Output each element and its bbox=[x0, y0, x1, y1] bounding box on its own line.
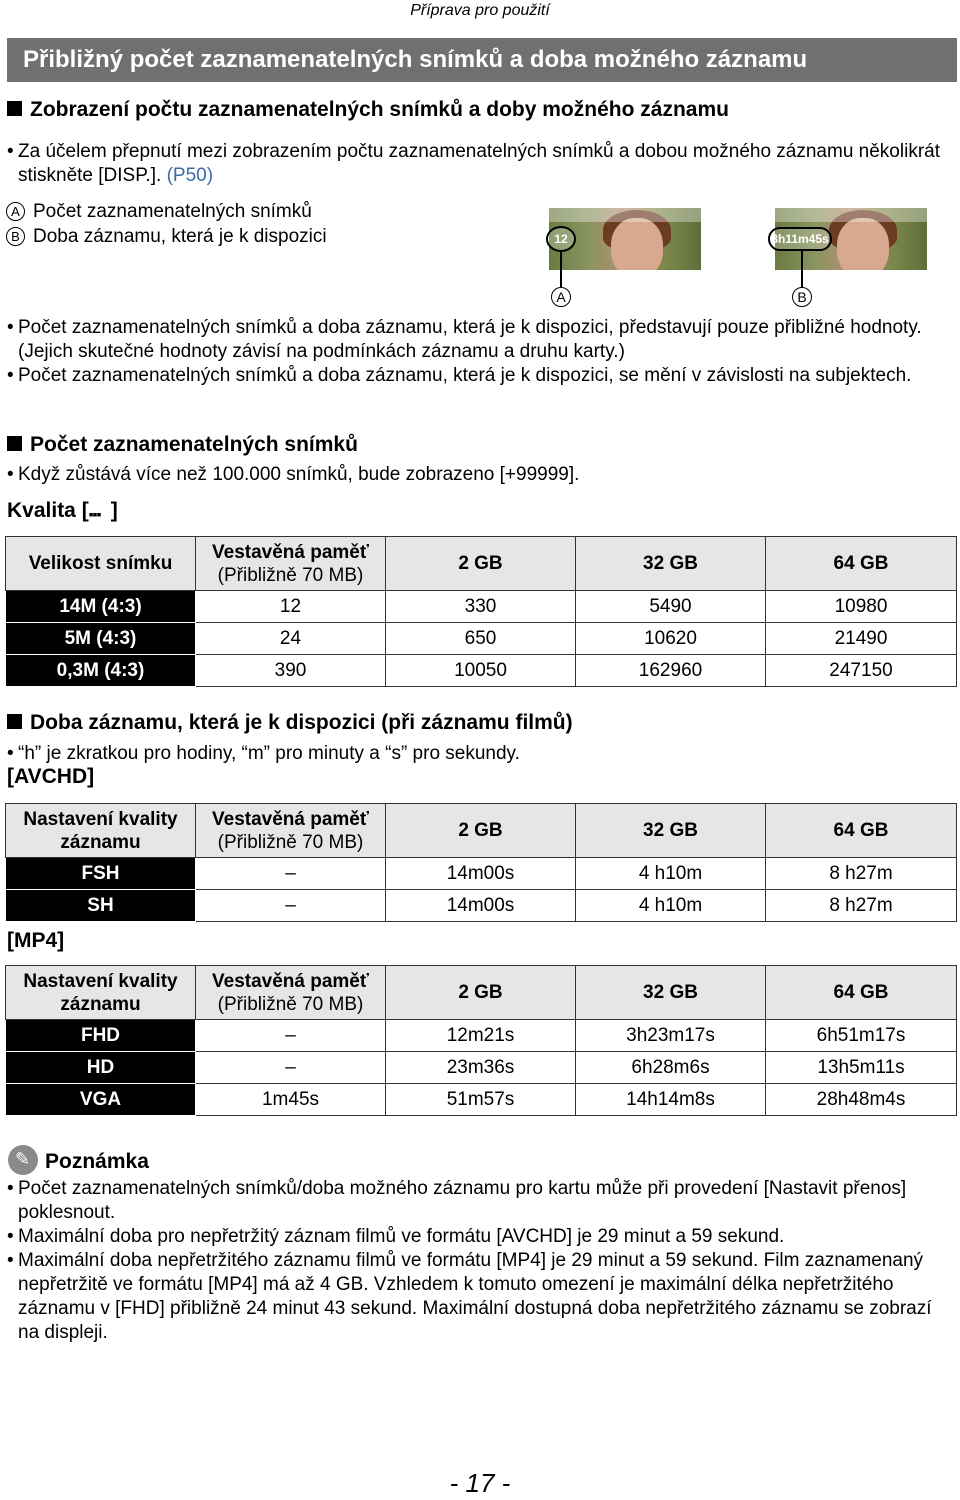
col-header-64gb: 64 GB bbox=[766, 804, 957, 858]
note-item-1: • Počet zaznamenatelných snímků/doba možného záznamu pro kartu může při provedení [Nastavit přenos] poklesnout. bbox=[7, 1177, 942, 1225]
col-header-32gb: 32 GB bbox=[576, 966, 766, 1020]
running-header: Příprava pro použití bbox=[410, 2, 550, 19]
col-header-quality: Nastavení kvality záznamu bbox=[6, 966, 196, 1020]
col-header-32gb: 32 GB bbox=[576, 537, 766, 591]
legend-b: B Doba záznamu, která je k dispozici bbox=[6, 225, 327, 249]
pencil-note-icon: ✎ bbox=[8, 1145, 38, 1175]
col-header-2gb: 2 GB bbox=[386, 804, 576, 858]
table-row: 0,3M (4:3) 390 10050 162960 247150 bbox=[6, 655, 957, 687]
circled-b-icon: B bbox=[6, 227, 25, 246]
pictures-bullet: • Když zůstává více než 100.000 snímků, bude zobrazeno [+99999]. bbox=[7, 463, 942, 487]
col-header-32gb: 32 GB bbox=[576, 804, 766, 858]
table-row: FHD – 12m21s 3h23m17s 6h51m17s bbox=[6, 1020, 957, 1052]
callout-line-a bbox=[560, 252, 562, 288]
quality-label: Kvalita [▪▪▪ ] bbox=[7, 499, 118, 522]
table-row: SH – 14m00s 4 h10m 8 h27m bbox=[6, 890, 957, 922]
circled-a-icon: A bbox=[6, 202, 25, 221]
table-row: HD – 23m36s 6h28m6s 13h5m11s bbox=[6, 1052, 957, 1084]
mp4-label: [MP4] bbox=[7, 929, 65, 952]
pictures-table bbox=[5, 536, 957, 687]
note-item-2: • Maximální doba pro nepřetržitý záznam filmů ve formátu [AVCHD] je 29 minut a 59 sekund. bbox=[7, 1225, 942, 1249]
square-bullet-icon bbox=[7, 101, 22, 116]
mp4-table bbox=[5, 965, 957, 1116]
table-row: 5M (4:3) 24 650 10620 21490 bbox=[6, 623, 957, 655]
col-header-64gb: 64 GB bbox=[766, 537, 957, 591]
note-item-3: • Maximální doba nepřetržitého záznamu filmů ve formátu [MP4] je 29 minut a 59 sekund. Film zaznamenaný nepřetržitě ve formátu [MP4] má až 4 GB. Vzhledem k tomuto omezení je maximální délka nepřetržitého záznamu v [FHD] přibližně 24 minut 43 sekund. Maximální dostupná doba nepřetržitého záznamu se zobrazí na displeji. bbox=[7, 1249, 942, 1345]
quality-icon: ▪▪▪ bbox=[88, 506, 101, 522]
recording-time-indicator: 8h11m45s bbox=[768, 227, 832, 251]
section-title: Přibližný počet zaznamenatelných snímků a doba možného záznamu bbox=[7, 38, 957, 82]
page-link[interactable]: (P50) bbox=[166, 165, 214, 186]
square-bullet-icon bbox=[7, 436, 22, 451]
recordable-pictures-indicator: 12 bbox=[546, 226, 576, 252]
col-header-size: Velikost snímku bbox=[6, 537, 196, 591]
note-top-1: • Počet zaznamenatelných snímků a doba záznamu, která je k dispozici, představují pouze přibližné hodnoty. (Jejich skutečné hodnoty závisí na podmínkách záznamu a druhu karty.) bbox=[7, 316, 942, 364]
col-header-memory: Vestavěná paměť (Přibližně 70 MB) bbox=[196, 537, 386, 591]
display-heading: Zobrazení počtu zaznamenatelných snímků a doby možného záznamu bbox=[7, 98, 729, 122]
avchd-label: [AVCHD] bbox=[7, 765, 95, 788]
col-header-2gb: 2 GB bbox=[386, 537, 576, 591]
col-header-64gb: 64 GB bbox=[766, 966, 957, 1020]
pictures-heading: Počet zaznamenatelných snímků bbox=[7, 433, 358, 457]
movies-heading: Doba záznamu, která je k dispozici (při záznamu filmů) bbox=[7, 711, 573, 735]
movies-bullet: • “h” je zkratkou pro hodiny, “m” pro minuty a “s” pro sekundy. bbox=[7, 742, 942, 766]
display-bullet: • Za účelem přepnutí mezi zobrazením počtu zaznamenatelných snímků a dobou možného záznamu několikrát stiskněte [DISP.]. (P50) bbox=[7, 140, 942, 188]
callout-a: A bbox=[551, 287, 571, 307]
callout-line-b bbox=[801, 251, 803, 288]
col-header-memory: Vestavěná paměť (Přibližně 70 MB) bbox=[196, 804, 386, 858]
avchd-table bbox=[5, 803, 957, 922]
table-row: 14M (4:3) 12 330 5490 10980 bbox=[6, 591, 957, 623]
callout-b: B bbox=[792, 287, 812, 307]
page-number: - 17 - bbox=[449, 1468, 511, 1498]
note-title: Poznámka bbox=[45, 1150, 149, 1173]
col-header-memory: Vestavěná paměť (Přibližně 70 MB) bbox=[196, 966, 386, 1020]
table-row: FSH – 14m00s 4 h10m 8 h27m bbox=[6, 858, 957, 890]
col-header-quality: Nastavení kvality záznamu bbox=[6, 804, 196, 858]
legend-a: A Počet zaznamenatelných snímků bbox=[6, 200, 312, 224]
table-row: VGA 1m45s 51m57s 14h14m8s 28h48m4s bbox=[6, 1084, 957, 1116]
note-top-2: • Počet zaznamenatelných snímků a doba záznamu, která je k dispozici, se mění v závislosti na subjektech. bbox=[7, 364, 942, 388]
square-bullet-icon bbox=[7, 714, 22, 729]
col-header-2gb: 2 GB bbox=[386, 966, 576, 1020]
